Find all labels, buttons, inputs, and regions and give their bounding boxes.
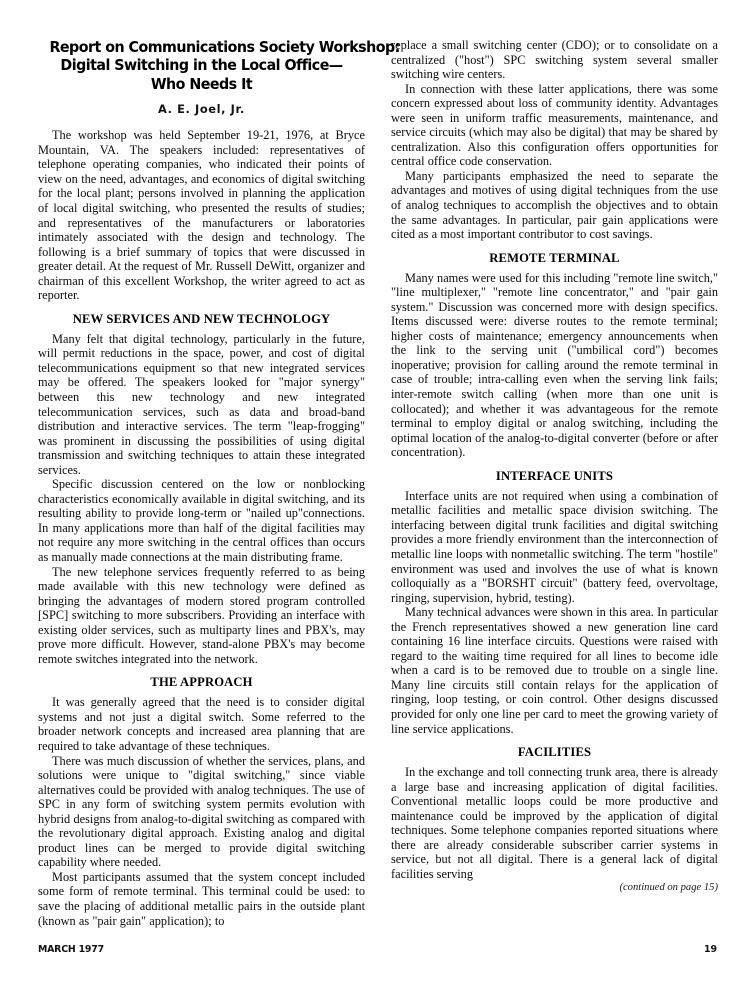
- page-footer: [38, 944, 717, 955]
- left-column: [38, 38, 400, 928]
- paragraph: Interface units are not required when using a combination of metallic facilities and metallic space division switching. The interfacing between digital trunk facilities and digital switching provides a more friendly environment than the interconnection of metallic line loops with nonmetallic switching. The term "hostile" environment was used and involves the use of what is known colloquially as a "BORSHT circuit" (battery feed, overvoltage, ringing, supervision, hybrid, testing).: [391, 488, 718, 605]
- article-title-line-1: Report on Communications Society Workshop:: [49, 38, 400, 56]
- two-column-layout: [38, 38, 718, 928]
- paragraph: There was much discussion of whether the services, plans, and solutions were unique to "digital switching," since viable alternatives could be provided with analog techniques. The use of SPC in any form of switching system permits evolution with hybrid designs from analog-to-digital switching as compared with the revolutionary digital approach. Existing analog and digital product lines can be merged to provide digital switching capability where needed.: [38, 753, 365, 870]
- paragraph: Many participants emphasized the need to separate the advantages and motives of using digital techniques from the use of analog techniques to accomplish the objectives and to obtain the same advantages. In particular, pair gain applications were cited as a most important contributor to cost savings.: [391, 168, 718, 242]
- paragraph: Most participants assumed that the system concept included some form of remote terminal. This terminal could be used: to save the placing of additional metallic pairs in the outside plant (known as "pair gain" application); to: [38, 869, 365, 928]
- section-heading-interface-units: INTERFACE UNITS: [495, 468, 614, 483]
- paragraph: Many technical advances were shown in this area. In particular the French representatives showed a new generation line card containing 16 line interface circuits. Questions were raised with regard to the waiting time required for all lines to become idle when a card is to be removed due to trouble on a single line. Many line circuits still contain relays for the application of ringing, loop testing, or coin control. Other designs discussed provided for only one line per card to meet the growing variety of line service applications.: [391, 605, 718, 736]
- right-column: [391, 38, 718, 928]
- paragraph: In the exchange and toll connecting trunk area, there is already a large base and increasing application of digital facilities. Conventional metallic loops could be more productive and maintenance could be improved by the application of digital techniques. Some telephone companies reported situations where there are already considerable subscriber carrier systems in service, but not all digital. There is a general lack of digital facilities serving: [391, 765, 718, 881]
- paragraph: It was generally agreed that the need is to consider digital systems and not just a digital switch. Some referred to the broader network concepts and increased area planning that are required to take advantage of these techniques.: [38, 695, 365, 753]
- footer-page-number: 19: [703, 944, 717, 955]
- section-heading-remote-terminal: REMOTE TERMINAL: [489, 250, 620, 265]
- section-heading-the-approach: THE APPROACH: [150, 675, 253, 690]
- article-byline: A. E. Joel, Jr.: [158, 102, 245, 117]
- paragraph: The new telephone services frequently referred to as being made available with this new technology were defined as bringing the advantages of modern stored program controlled [SPC] switching to more subscribers. Providing an interface with existing older services, such as multiparty lines and PBX's, may prove more difficult. However, stand-alone PBX's may become remote switches integrated into the network.: [38, 564, 365, 666]
- paragraph: Many felt that digital technology, particularly in the future, will permit reductions in the space, power, and cost of digital telecommunications equipment so that new integrated services may be offered. The speakers looked for "major synergy" between this new technology and new integrated telecommunication services, such as data and broad-band distribution and interactive services. The term "leap-frogging" was prominent in discussing the possibilities of using digital transmission and switching techniques to attain these integrated services.: [38, 331, 365, 477]
- article-title-line-3: Who Needs It: [150, 74, 253, 93]
- footer-issue-date: MARCH 1977: [38, 944, 104, 955]
- paragraph: replace a small switching center (CDO); or to consolidate on a centralized ("host") SPC switching system several smaller switching wire centers.: [391, 38, 718, 82]
- paragraph: The workshop was held September 19-21, 1976, at Bryce Mountain, VA. The speakers included: representatives of telephone operating companies, who indicated their points of view on the need, advantages, and economics of digital switching for the local plant; persons involved in planning the application of local digital switching, who presented the results of studies; and representatives of the manufacturers or laboratories intimately associated with the design and technology. The following is a brief summary of topics that were discussed in greater detail. At the request of Mr. Russell DeWitt, organizer and chairman of this excellent Workshop, the writer agreed to act as reporter.: [38, 128, 365, 303]
- continued-note: (continued on page 15): [619, 882, 718, 894]
- paragraph: Specific discussion centered on the low or nonblocking characteristics economically available in digital switching, and its resulting ability to provide long-term or "nailed up"connections. In many applications more than half of the digital facilities may not require any more switching in the central offices than occurs as manually made connections at the main distributing frame.: [38, 477, 365, 564]
- article-title-line-2: Digital Switching in the Local Office—: [60, 56, 343, 75]
- paragraph: In connection with these latter applications, there was some concern expressed about loss of community identity. Advantages were seen in uniform traffic measurements, maintenance, and service circuits (which may also be digital) that may be shared by centralization. Also this configuration offers opportunities for central office code conservation.: [391, 81, 718, 169]
- paragraph: Many names were used for this including "remote line switch," "line multiplexer," "remote line concentrator," and "pair gain system." Discussion was concerned more with design specifics. Items discussed were: diverse routes to the remote terminal; higher costs of maintenance; emergency announcements when the link to the serving unit ("umbilical cord") becomes inoperative; provision for calling around the remote terminal in case of trouble; intra-calling even when the serving link fails; inter-remote switch calling (when more than one unit is collocated); and whether it was advantageous for the remote terminal to employ digital or analog switching, including the optimal location of the analog-to-digital converter (before or after concentration).: [391, 270, 718, 460]
- section-heading-facilities: FACILITIES: [517, 745, 592, 760]
- section-heading-new-services: NEW SERVICES AND NEW TECHNOLOGY: [72, 311, 331, 326]
- page-content: [38, 38, 718, 928]
- article-title-block: [38, 38, 400, 117]
